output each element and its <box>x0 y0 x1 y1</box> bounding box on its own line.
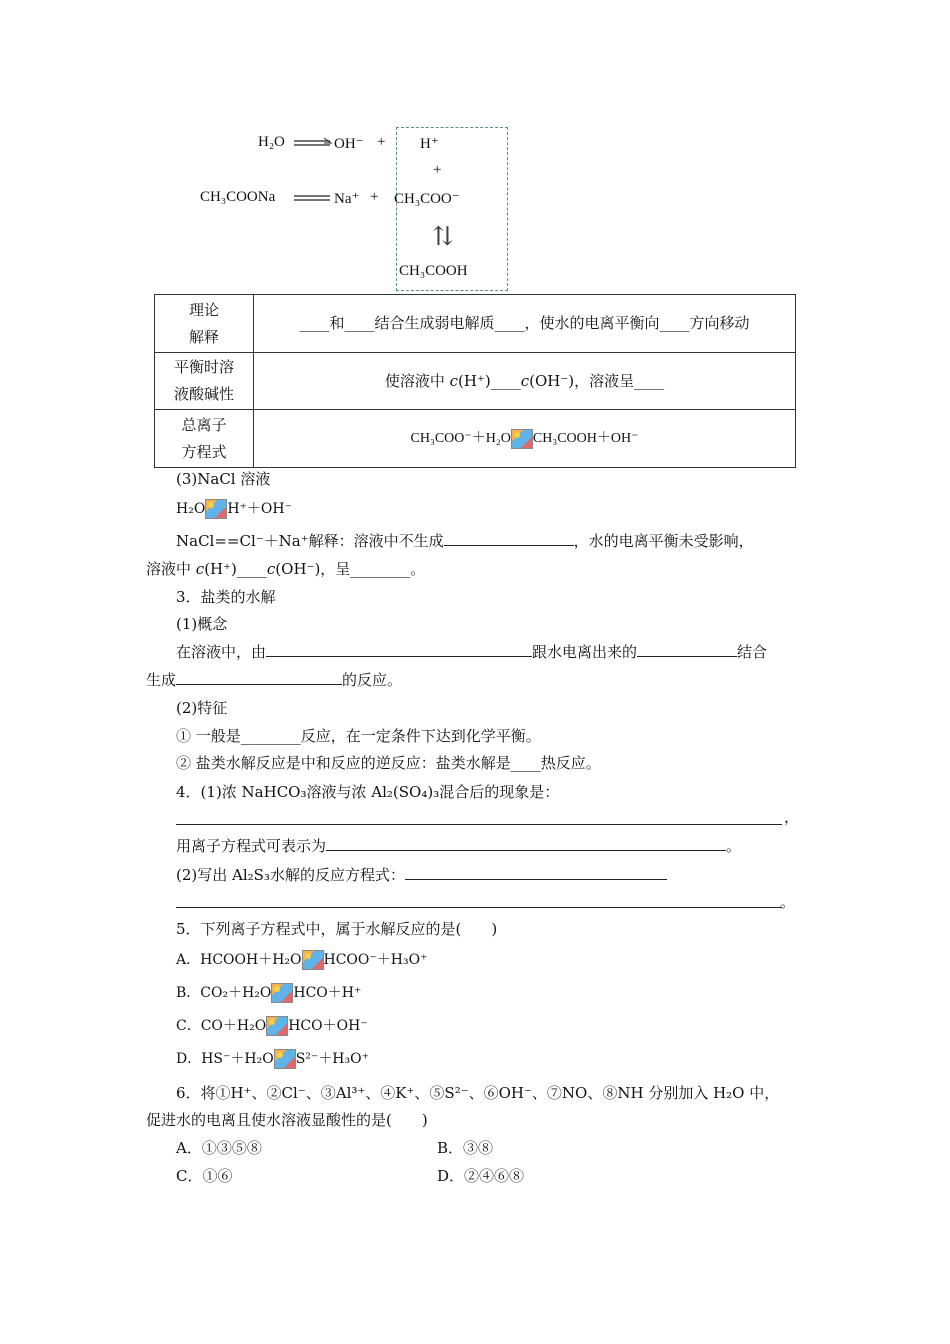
sodium-ion: Na⁺ <box>334 191 360 207</box>
table-row <box>155 353 796 410</box>
feature-1: ① 一般是________反应，在一定条件下达到化学平衡。 <box>176 727 541 745</box>
row-content: 使溶液中 c(H⁺)____c(OH⁻)，溶液呈____ <box>254 353 796 410</box>
answer-line <box>176 823 782 825</box>
row-header: 总离子 方程式 <box>155 410 254 468</box>
equilibrium-image-icon <box>205 499 227 519</box>
question-4-line2: 用离子方程式可表示为 。 <box>176 837 742 855</box>
table-row <box>155 295 796 353</box>
acetic-acid-formula: CH₃COOH <box>399 263 468 279</box>
feature-heading: (2)特征 <box>176 699 228 717</box>
concept-heading: (1)概念 <box>176 615 228 633</box>
hydroxide-ion: OH⁻ <box>334 136 364 152</box>
question-5-stem: 5．下列离子方程式中，属于水解反应的是( ) <box>176 920 498 938</box>
row-header: 理论 解释 <box>155 295 254 353</box>
nacl-explanation-line1: NaCl==Cl⁻＋Na⁺解释：溶液中不生成 ，水的电离平衡未受影响， <box>176 532 754 550</box>
option-c[interactable]: C．①⑥ <box>176 1167 233 1185</box>
row-content: CH₃COO⁻＋H₂O CH₃COOH＋OH⁻ <box>254 410 796 468</box>
feature-2: ② 盐类水解反应是中和反应的逆反应：盐类水解是____热反应。 <box>176 754 601 772</box>
water-ionization-eq: H₂O H⁺＋OH⁻ <box>176 501 292 517</box>
acetate-ion: CH₃COO⁻ <box>394 191 460 207</box>
water-formula: H₂O <box>258 134 285 150</box>
period: 。 <box>780 893 796 911</box>
option-d[interactable]: D．HS⁻＋H₂O S²⁻＋H₃O⁺ <box>176 1051 369 1067</box>
hydrogen-ion: H⁺ <box>420 136 439 152</box>
row-header: 平衡时溶 液酸碱性 <box>155 353 254 410</box>
concept-definition-line1: 在溶液中，由 跟水电离出来的 结合 <box>176 643 768 661</box>
nacl-explanation-line2: 溶液中 c(H⁺)____c(OH⁻)，呈________。 <box>146 560 426 578</box>
equilibrium-image-icon <box>271 983 293 1003</box>
concept-definition-line2: 生成 的反应。 <box>146 671 403 689</box>
row-content: ____和____结合生成弱电解质____，使水的电离平衡向____方向移动 <box>254 295 796 353</box>
answer-line <box>176 906 782 908</box>
equilibrium-image-icon <box>511 429 533 449</box>
vertical-equilibrium-arrow: ⇅ <box>432 222 454 251</box>
equilibrium-image-icon <box>274 1049 296 1069</box>
option-c[interactable]: C．CO＋H₂O HCO＋OH⁻ <box>176 1018 368 1034</box>
hydrolysis-table <box>154 294 796 468</box>
option-a[interactable]: A．①③⑤⑧ <box>176 1139 262 1157</box>
equilibrium-image-icon <box>266 1016 288 1036</box>
option-d[interactable]: D．②④⑥⑧ <box>437 1167 525 1185</box>
equilibrium-image-icon <box>302 950 324 970</box>
ionization-arrow <box>292 191 334 205</box>
option-b[interactable]: B．CO₂＋H₂O HCO＋H⁺ <box>176 985 362 1001</box>
question-6-stem-line2: 促进水的电离且使水溶液显酸性的是( ) <box>146 1111 428 1129</box>
comma: ， <box>784 808 800 826</box>
plus-sign: + <box>377 134 386 150</box>
equilibrium-arrow-water <box>292 136 334 150</box>
sodium-acetate-formula: CH₃COONa <box>200 189 276 205</box>
plus-sign: + <box>370 189 379 205</box>
option-a[interactable]: A．HCOOH＋H₂O HCOO⁻＋H₃O⁺ <box>176 952 428 968</box>
question-4-part2: (2)写出 Al₂S₃水解的反应方程式： <box>176 864 667 885</box>
plus-sign-vertical: + <box>433 162 442 178</box>
question-6-stem-line1: 6．将①H⁺、②Cl⁻、③Al³⁺、④K⁺、⑤S²⁻、⑥OH⁻、⑦NO、⑧NH 分别加入 H₂O 中， <box>176 1084 780 1102</box>
question-4-stem: 4．(1)浓 NaHCO₃溶液与浓 Al₂(SO₄)₃混合后的现象是： <box>176 783 560 801</box>
section-title: 3．盐类的水解 <box>176 588 276 606</box>
nacl-title: (3)NaCl 溶液 <box>176 470 271 488</box>
option-b[interactable]: B．③⑧ <box>437 1139 494 1157</box>
table-row <box>155 410 796 468</box>
